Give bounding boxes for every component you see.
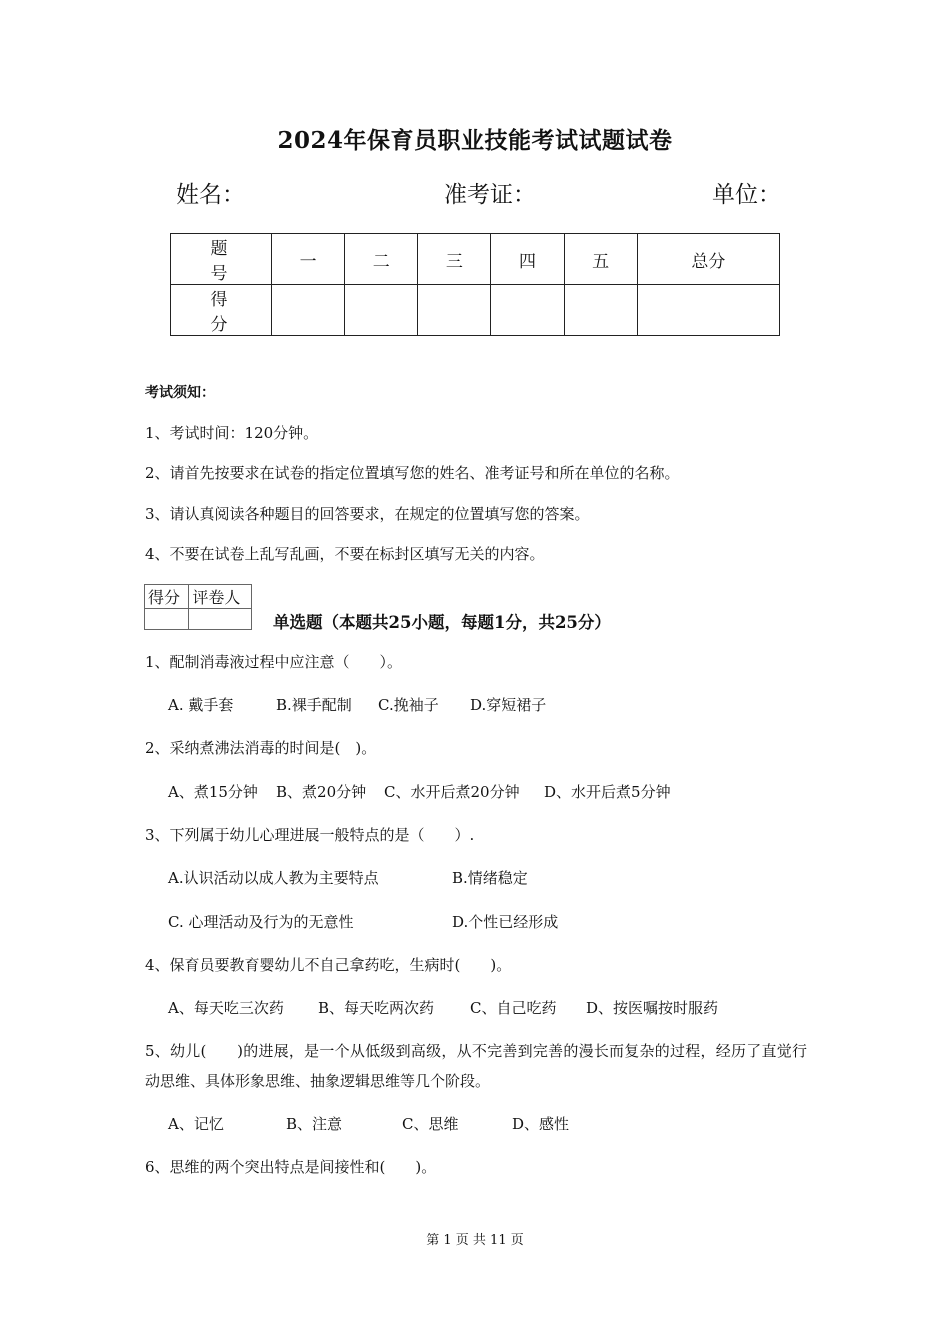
section-title: 单选题（本题共25小题，每题1分，共25分） — [273, 613, 611, 632]
score-cell-5 — [564, 285, 637, 336]
option: C. 心理活动及行为的无意性 — [168, 913, 354, 931]
option: C、思维 — [402, 1115, 459, 1133]
score-cell-total — [637, 285, 779, 336]
score-table-header-row — [171, 234, 780, 285]
option: D.个性已经形成 — [452, 913, 559, 931]
option: D、感性 — [512, 1115, 570, 1133]
grader-reviewer-cell — [189, 609, 252, 630]
option: D、按医嘱按时服药 — [586, 999, 719, 1017]
score-cell-3 — [418, 285, 491, 336]
notice-item: 4、不要在试卷上乱写乱画，不要在标封区填写无关的内容。 — [145, 545, 545, 563]
question-stem: 1、配制消毒液过程中应注意（ ）。 — [145, 653, 403, 671]
option: D、水开后煮5分钟 — [544, 783, 671, 801]
exam-title: 2024年保育员职业技能考试试题试卷 — [277, 127, 673, 154]
score-col-2: 二 — [345, 234, 418, 285]
notice-item: 1、考试时间：120分钟。 — [145, 424, 319, 442]
option: A. 戴手套 — [168, 696, 234, 714]
option: A.认识活动以成人教为主要特点 — [168, 869, 379, 887]
option: B、每天吃两次药 — [318, 999, 435, 1017]
score-col-3: 三 — [418, 234, 491, 285]
page-footer: 第 1 页 共 11 页 — [426, 1233, 524, 1248]
question-stem: 5、幼儿( )的进展，是一个从低级到高级，从不完善到完善的漫长而复杂的过程，经历了直觉行动思维、具体形象思维、抽象逻辑思维等几个阶段。 — [145, 1042, 807, 1090]
option: B.裸手配制 — [276, 696, 352, 714]
score-col-5: 五 — [564, 234, 637, 285]
score-col-1: 一 — [272, 234, 345, 285]
grader-reviewer-label: 评卷人 — [189, 585, 252, 609]
option: A、每天吃三次药 — [168, 999, 284, 1017]
option: C、水开后煮20分钟 — [384, 783, 520, 801]
score-row-label: 得 分 — [171, 285, 272, 336]
score-col-4: 四 — [491, 234, 564, 285]
name-label: 姓名： — [176, 182, 245, 208]
score-col-total: 总分 — [637, 234, 779, 285]
score-cell-1 — [272, 285, 345, 336]
exam-id-label: 准考证： — [444, 182, 536, 208]
grader-score-cell — [145, 609, 189, 630]
unit-label: 单位： — [712, 182, 781, 208]
option: C.挽袖子 — [378, 696, 439, 714]
option: B、注意 — [286, 1115, 343, 1133]
question-number-header: 题 号 — [171, 234, 272, 285]
option: D.穿短裙子 — [470, 696, 547, 714]
score-table-score-row — [171, 285, 780, 336]
notice-title: 考试须知： — [145, 385, 215, 401]
score-table — [170, 233, 780, 336]
option: B、煮20分钟 — [276, 783, 367, 801]
question-stem: 4、保育员要教育婴幼儿不自己拿药吃，生病时( )。 — [145, 956, 512, 974]
grader-score-label: 得分 — [145, 585, 189, 609]
grader-box — [144, 584, 252, 630]
option: A、记忆 — [168, 1115, 224, 1133]
option: C、自己吃药 — [470, 999, 557, 1017]
notice-item: 2、请首先按要求在试卷的指定位置填写您的姓名、准考证号和所在单位的名称。 — [145, 464, 680, 482]
option: B.情绪稳定 — [452, 869, 528, 887]
option: A、煮15分钟 — [168, 783, 258, 801]
score-cell-4 — [491, 285, 564, 336]
score-cell-2 — [345, 285, 418, 336]
question-stem: 6、思维的两个突出特点是间接性和( )。 — [145, 1158, 437, 1176]
notice-item: 3、请认真阅读各种题目的回答要求，在规定的位置填写您的答案。 — [145, 505, 590, 523]
question-stem: 2、采纳煮沸法消毒的时间是( )。 — [145, 739, 377, 757]
question-stem: 3、下列属于幼儿心理进展一般特点的是（ ）. — [145, 826, 475, 844]
